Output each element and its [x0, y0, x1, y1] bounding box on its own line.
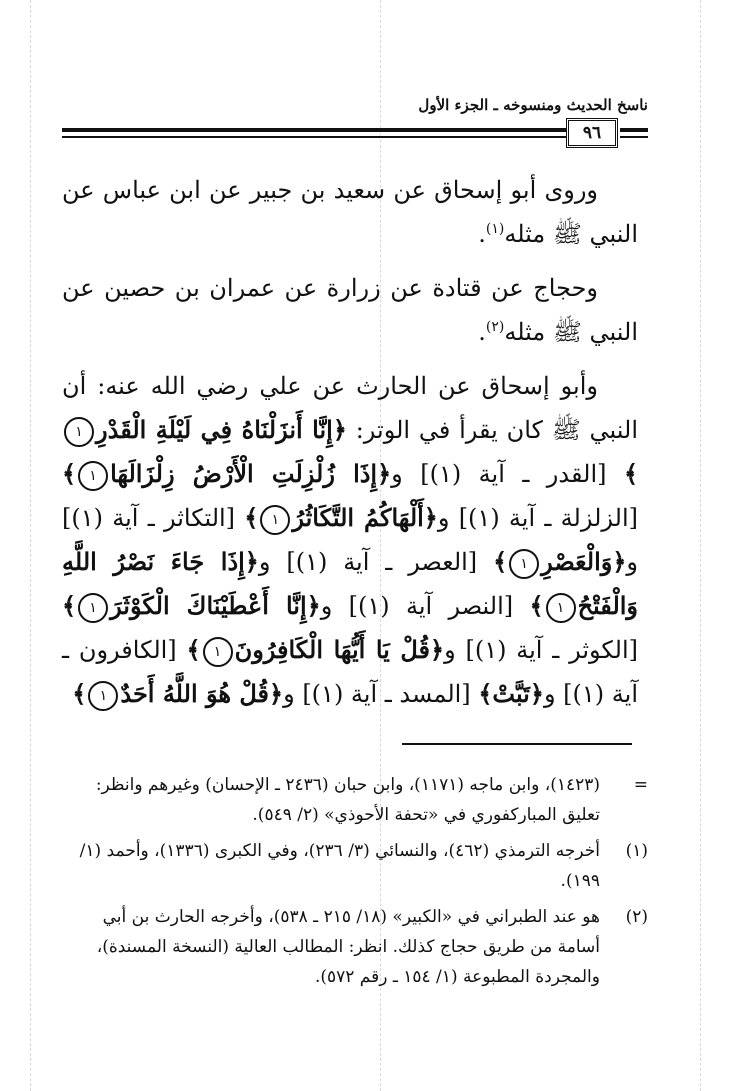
quran-verse: تَبَّتْ [492, 679, 530, 708]
header-rule [62, 136, 616, 138]
ayah-number-marker: ١ [260, 505, 290, 535]
footnote-ref: (١) [485, 221, 505, 237]
verse-reference: [التكاثر ـ آية (١)] و [62, 504, 638, 576]
quran-verse: إِذَا جَاءَ نَصْرُ اللَّهِ وَالْفَتْحُ [62, 547, 639, 620]
ayah-number-marker: ١ [546, 593, 576, 623]
ayah-number-marker: ١ [64, 417, 94, 447]
verse-reference: [الزلزلة ـ آية (١)] و [437, 504, 638, 532]
footnote-mark: (١) [625, 841, 648, 861]
verse-reference: [المسد ـ آية (١)] و [283, 680, 471, 708]
quran-verse: قُلْ هُوَ اللَّهُ أَحَدٌ [120, 679, 270, 708]
footnote [62, 836, 648, 896]
paragraph-3: وأبو إسحاق عن الحارث عن علي رضي الله عنه: أن النبي ﷺ كان يقرأ في الوتر: ﴿إِنَّا أَنزَلْنَاهُ فِي لَيْلَةِ الْقَدْرِ١﴾ [القدر ـ آية (١)] و﴿إِذَا زُلْزِلَتِ الْأَرْضُ زِلْزَالَهَا١﴾ [الزلزلة ـ آية (١)] و﴿أَلْهَاكُمُ التَّكَاثُرُ١﴾ [التكاثر ـ آية (١)] و﴿وَالْعَصْرِ١﴾ [العصر ـ آية (١)] و﴿إِذَا جَاءَ نَصْرُ اللَّهِ وَالْفَتْحُ١﴾ [النصر آية (١)] و﴿إِنَّا أَعْطَيْنَاكَ الْكَوْثَرَ١﴾ [الكوثر ـ آية (١)] و﴿قُلْ يَا أَيُّهَا الْكَافِرُونَ١﴾ [الكافرون ـ آية (١)] و﴿تَبَّتْ﴾ [المسد ـ آية (١)] و﴿قُلْ هُوَ اللَّهُ أَحَدٌ١﴾ [62, 364, 638, 716]
ayah-number-marker: ١ [203, 637, 233, 667]
main-text [62, 168, 638, 726]
quran-verse: أَلْهَاكُمُ التَّكَاثُرُ [292, 503, 424, 532]
verse-reference: [العصر ـ آية (١)] و [258, 548, 478, 576]
footnote-separator [402, 743, 632, 745]
footnotes [62, 770, 648, 998]
ayah-number-marker: ١ [88, 681, 118, 711]
paragraph-2: وحجاج عن قتادة عن زرارة عن عمران بن حصين عن النبي ﷺ مثله$^{(٢)}$. [62, 274, 638, 346]
verse-reference: [الكوثر ـ آية (١)] و [444, 636, 639, 664]
header-rule [620, 128, 648, 132]
quran-verse: إِنَّا أَنزَلْنَاهُ فِي لَيْلَةِ الْقَدْرِ [96, 415, 333, 444]
ayah-number-marker: ١ [78, 461, 108, 491]
quran-verse: إِذَا زُلْزِلَتِ الْأَرْضُ زِلْزَالَهَا [110, 459, 378, 488]
salutation-glyph: ﷺ [552, 318, 582, 346]
footnote-mark: = [633, 775, 648, 795]
running-title: ناسخ الحديث ومنسوخه ـ الجزء الأول [418, 96, 648, 114]
header-rule [62, 128, 616, 132]
quran-verse: قُلْ يَا أَيُّهَا الْكَافِرُونَ [234, 635, 430, 664]
page-number: ٩٦ [566, 118, 618, 148]
scan-guide-line [700, 0, 701, 1091]
footnote-text: (١٤٢٣)، وابن ماجه (١١٧١)، وابن حبان (٢٤٣٦ ـ الإحسان) وغيرهم وانظر: تعليق المباركفوري في «تحفة الأحوذي» (٢/ ٥٤٩). [95, 775, 600, 825]
ayah-number-marker: ١ [509, 549, 539, 579]
header-rule [620, 136, 648, 138]
footnote-text: أخرجه الترمذي (٤٦٢)، والنسائي (٣/ ٢٣٦)، وفي الكبرى (١٣٣٦)، وأحمد (١/ ١٩٩). [79, 841, 600, 891]
salutation-glyph: ﷺ [552, 220, 582, 248]
footnote-text: هو عند الطبراني في «الكبير» (١٨/ ٢١٥ ـ ٥٣٨)، وأخرجه الحارث بن أبي أسامة من طريق حجاج كذلك. انظر: المطالب العالية (النسخة المسندة)، والمجردة المطبوعة (١/ ١٥٤ ـ رقم ٥٧٢). [96, 907, 600, 987]
footnote-ref: (٢) [485, 319, 505, 335]
ayah-number-marker: ١ [78, 593, 108, 623]
verse-reference: [القدر ـ آية (١)] و [391, 460, 607, 488]
verse-reference: [الكافرون ـ آية (١)] و [62, 636, 638, 708]
footnote [62, 770, 648, 830]
quran-verse: إِنَّا أَعْطَيْنَاكَ الْكَوْثَرَ [110, 591, 307, 620]
scan-guide-line [30, 0, 31, 1091]
paragraph-1: وروى أبو إسحاق عن سعيد بن جبير عن ابن عباس عن النبي ﷺ مثله$^{(١)}$. [62, 176, 638, 248]
salutation-glyph: ﷺ [551, 416, 581, 444]
quran-verse: وَالْعَصْرِ [541, 547, 613, 576]
footnote-mark: (٢) [625, 907, 648, 927]
verse-reference: [النصر آية (١)] و [320, 592, 514, 620]
footnote [62, 902, 648, 992]
